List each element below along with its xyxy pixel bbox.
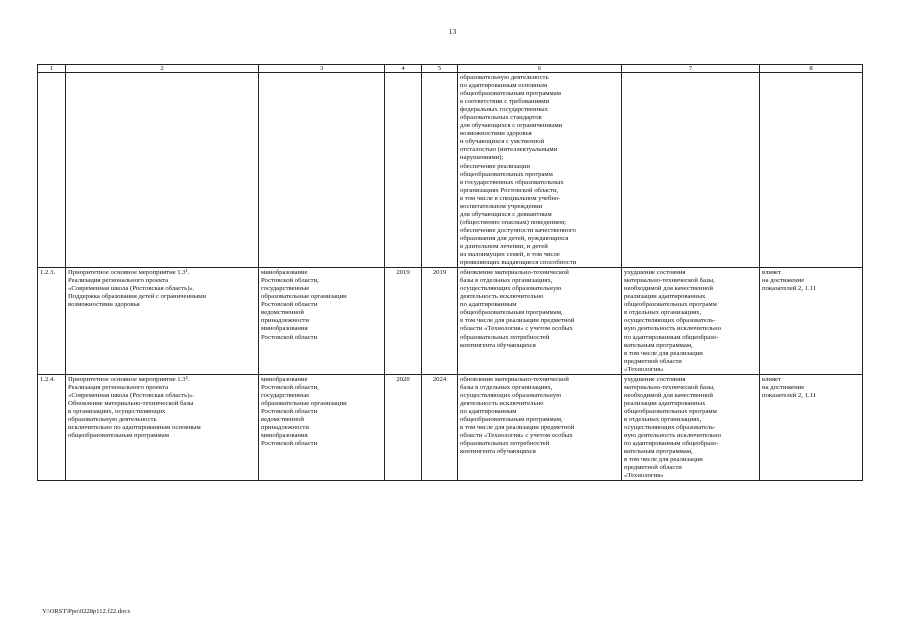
measure-name-cell	[66, 268, 259, 375]
text-line: «Технология»	[624, 472, 664, 480]
text-line: в отдельных организациях,	[624, 309, 702, 317]
text-line: области «Технология» с учетом особых	[460, 325, 573, 333]
text-line: общеобразовательных программ	[460, 170, 553, 178]
text-line: проявляющих выдающиеся способности	[460, 259, 577, 267]
consequences-cell	[622, 268, 760, 375]
text-line: обеспечение реализации	[460, 162, 530, 170]
table-row-continuation	[38, 73, 863, 268]
text-line: области «Технология» с учетом особых	[460, 432, 573, 440]
header-cell: 1	[38, 65, 66, 73]
text-line: на достижение	[762, 277, 805, 285]
header-cell: 5	[422, 65, 458, 73]
text-line: образовательную деятельность	[68, 415, 157, 423]
file-path-footer: Y:\ORST\Ppo\0228p112.f22.docx	[42, 608, 131, 615]
text-line: осуществляющих образователь-	[624, 424, 716, 432]
text-line: материально-технической базы,	[624, 383, 715, 391]
text-line: на достижение	[762, 383, 805, 391]
table-row	[38, 268, 863, 375]
text-line: общеобразовательным программам,	[460, 309, 563, 317]
text-line: общеобразовательных программ	[624, 301, 717, 309]
text-line: государственные	[261, 285, 310, 293]
table-cell	[622, 73, 760, 268]
text-line: принадлежности	[261, 424, 309, 432]
text-line: принадлежности	[261, 317, 309, 325]
text-line: минобразования	[261, 432, 308, 440]
table-cell	[760, 73, 863, 268]
text-line: осуществляющих образовательную	[460, 285, 562, 293]
text-line: Поддержка образования детей с ограниченными	[68, 293, 206, 301]
table-row	[38, 374, 863, 481]
text-line: минобразования	[261, 325, 308, 333]
text-line: общеобразовательным программам	[68, 432, 169, 440]
text-line: влияет	[762, 269, 781, 277]
text-line: образовательные организации	[261, 293, 347, 301]
text-line: «Современная школа (Ростовская область)».	[68, 285, 195, 293]
end-year-cell: 2019	[422, 268, 458, 375]
expected-result-cell	[458, 73, 622, 268]
text-line: возможностями здоровья	[68, 301, 140, 309]
text-line: Ростовской области	[261, 407, 318, 415]
text-line: для обучающихся с ограниченными	[460, 122, 563, 130]
text-line: по адаптированным основным	[460, 82, 548, 90]
text-line: базы в отдельных организациях,	[460, 277, 553, 285]
text-line: показателей 2, 1.11	[762, 285, 817, 293]
text-line: показателей 2, 1.11	[762, 391, 817, 399]
text-line: в отдельных организациях,	[624, 415, 702, 423]
header-cell: 4	[385, 65, 422, 73]
text-line: воспитательном учреждении	[460, 202, 543, 210]
text-line: ухудшение состояния	[624, 269, 686, 277]
text-line: в том числе для реализации	[624, 349, 703, 357]
text-line: в том числе для реализации	[624, 456, 703, 464]
text-line: ведомственной	[261, 309, 304, 317]
text-line: в организациях, осуществляющих	[68, 407, 166, 415]
indicator-link-cell	[760, 268, 863, 375]
text-line: обеспечение доступности качественного	[460, 226, 576, 234]
text-line: влияет	[762, 375, 781, 383]
text-line: предметной области	[624, 464, 682, 472]
text-line: Ростовской области	[261, 301, 318, 309]
text-line: обновление материально-технической	[460, 269, 569, 277]
text-line: Ростовской области,	[261, 277, 319, 285]
row-number-cell: 1.2.4.	[38, 374, 66, 481]
text-line: Ростовской области	[261, 440, 318, 448]
text-line: Приоритетное основное мероприятие 1.3².	[68, 375, 190, 383]
text-line: осуществляющих образовательную	[460, 391, 562, 399]
text-line: контингента обучающихся	[460, 448, 536, 456]
text-line: Реализация регионального проекта	[68, 277, 169, 285]
text-line: федеральных государственных	[460, 106, 549, 114]
header-cell: 7	[622, 65, 760, 73]
text-line: Ростовской области	[261, 333, 318, 341]
text-line: Обновление материально-технической базы	[68, 399, 194, 407]
text-line: ную деятельность исключительно	[624, 325, 722, 333]
text-line: образовательные организации	[261, 399, 347, 407]
text-line: государственные	[261, 391, 310, 399]
text-line: для обучающихся с девиантным	[460, 210, 552, 218]
text-line: минобразование	[261, 375, 308, 383]
text-line: осуществляющих образователь-	[624, 317, 716, 325]
text-line: и обучающихся с умственной	[460, 138, 545, 146]
end-year-cell: 2024	[422, 374, 458, 481]
text-line: в соответствии с требованиями	[460, 98, 550, 106]
text-line: минобразование	[261, 269, 308, 277]
text-line: базы в отдельных организациях,	[460, 383, 553, 391]
table-cell	[66, 73, 259, 268]
text-line: ную деятельность исключительно	[624, 432, 722, 440]
text-line: обновление материально-технической	[460, 375, 569, 383]
text-line: Ростовской области,	[261, 383, 319, 391]
text-line: по адаптированным общеобразо-	[624, 333, 719, 341]
expected-result-cell	[458, 268, 622, 375]
table-cell	[422, 73, 458, 268]
text-line: исключительно по адаптированным основным	[68, 424, 201, 432]
text-line: «Технология»	[624, 365, 664, 373]
header-cell: 8	[760, 65, 863, 73]
text-line: образовательных потребностей	[460, 333, 550, 341]
table-cell	[385, 73, 422, 268]
table-cell	[259, 73, 385, 268]
text-line: ухудшение состояния	[624, 375, 686, 383]
header-cell: 6	[458, 65, 622, 73]
header-cell: 2	[66, 65, 259, 73]
executor-cell	[259, 268, 385, 375]
text-line: образовательных потребностей	[460, 440, 550, 448]
text-line: в том числе для реализации предметной	[460, 317, 575, 325]
text-line: деятельность исключительно	[460, 293, 544, 301]
text-line: Приоритетное основное мероприятие 1.3¹.	[68, 269, 190, 277]
text-line: предметной области	[624, 357, 682, 365]
expected-result-cell	[458, 374, 622, 481]
start-year-cell: 2019	[385, 268, 422, 375]
start-year-cell: 2020	[385, 374, 422, 481]
text-line: вательным программам,	[624, 448, 693, 456]
text-line: в том числе в специальном учебно-	[460, 194, 561, 202]
text-line: образования для детей, нуждающихся	[460, 234, 569, 242]
text-line: Реализация регионального проекта	[68, 383, 169, 391]
text-line: (общественно опасным) поведением;	[460, 218, 566, 226]
executor-cell	[259, 374, 385, 481]
measure-name-cell	[66, 374, 259, 481]
text-line: возможностями здоровья	[460, 130, 532, 138]
text-line: организациях Ростовской области,	[460, 186, 559, 194]
indicator-link-cell	[760, 374, 863, 481]
text-line: необходимой для качественной	[624, 391, 713, 399]
text-line: общеобразовательных программ	[624, 407, 717, 415]
row-number-cell: 1.2.3.	[38, 268, 66, 375]
text-line: в длительном лечении, и детей	[460, 242, 548, 250]
text-line: по адаптированным	[460, 301, 517, 309]
text-line: образовательную деятельность	[460, 74, 549, 81]
text-line: общеобразовательным программам,	[460, 415, 563, 423]
measures-table	[37, 64, 863, 481]
text-line: в государственных образовательных	[460, 178, 564, 186]
text-line: из малоимущих семей, в том числе	[460, 251, 560, 259]
text-line: в том числе для реализации предметной	[460, 424, 575, 432]
header-row	[38, 65, 863, 73]
text-line: необходимой для качественной	[624, 285, 713, 293]
text-line: контингента обучающихся	[460, 341, 536, 349]
text-line: нарушениями);	[460, 154, 504, 162]
page-number: 13	[448, 27, 457, 36]
text-line: по адаптированным общеобразо-	[624, 440, 719, 448]
text-line: вательным программам,	[624, 341, 693, 349]
text-line: реализации адаптированных	[624, 293, 706, 301]
table-cell	[38, 73, 66, 268]
text-line: образовательных стандартов	[460, 114, 542, 122]
header-cell: 3	[259, 65, 385, 73]
text-line: общеобразовательным программам	[460, 90, 561, 98]
text-line: реализации адаптированных	[624, 399, 706, 407]
text-line: деятельность исключительно	[460, 399, 544, 407]
text-line: по адаптированным	[460, 407, 517, 415]
text-line: материально-технической базы,	[624, 277, 715, 285]
text-line: «Современная школа (Ростовская область)».	[68, 391, 195, 399]
text-line: ведомственной	[261, 415, 304, 423]
text-line: отсталостью (интеллектуальными	[460, 146, 558, 154]
consequences-cell	[622, 374, 760, 481]
